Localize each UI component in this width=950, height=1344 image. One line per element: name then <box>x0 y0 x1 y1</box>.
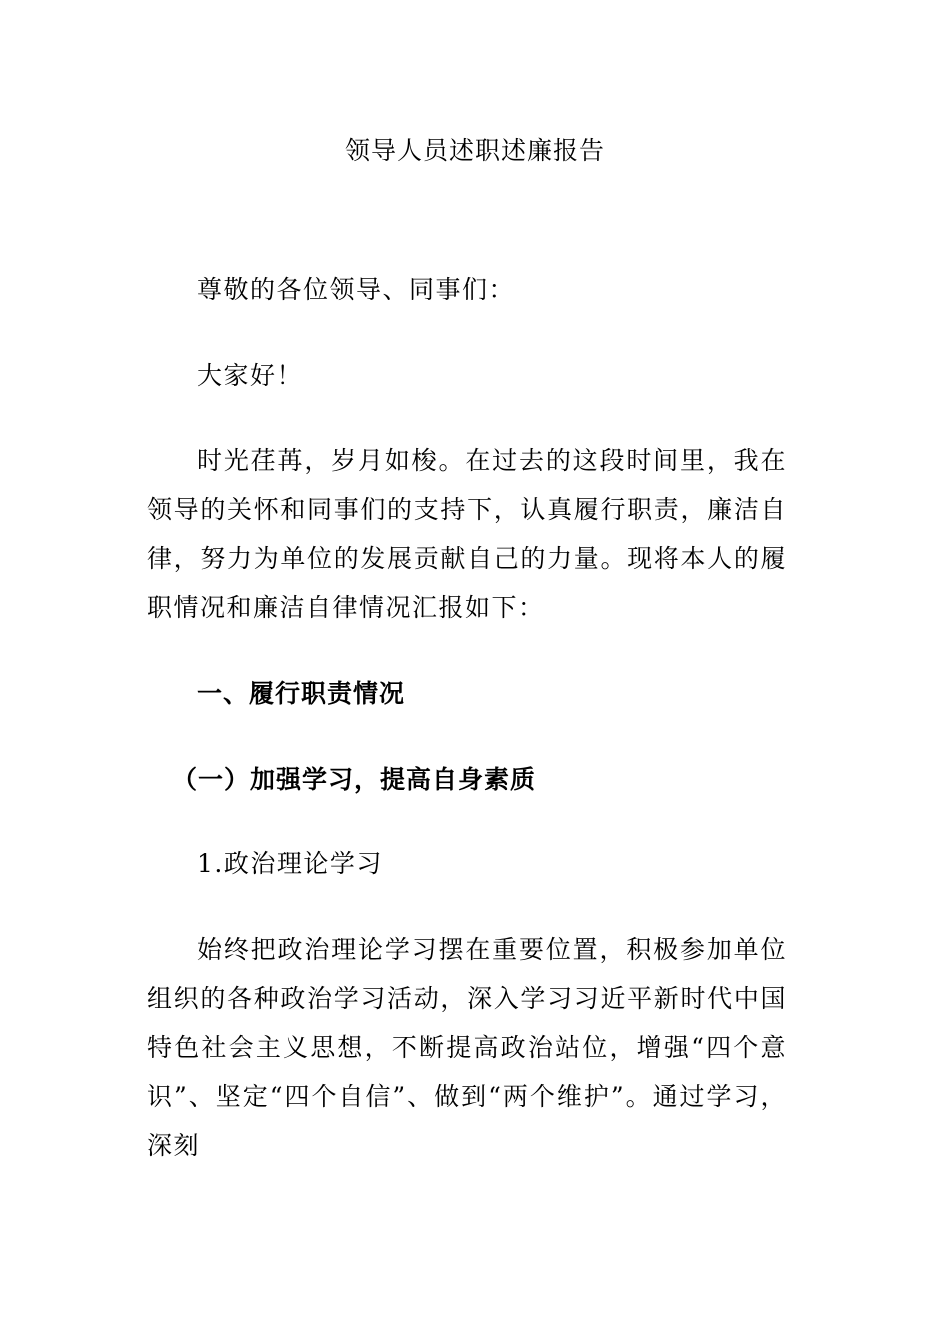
document-title: 领导人员述职述廉报告 <box>344 136 605 165</box>
greeting: 大家好！ <box>197 361 304 390</box>
item-body-paragraph: 始终把政治理论学习摆在重要位置，积极参加单位组织的各种政治学习活动，深入学习习近平新时代中国特色社会主义思想，不断提高政治站位，增强“四个意识”、坚定“四个自信”、做到“两个维护”。通过学习，深刻 <box>147 935 787 1160</box>
subsection-heading: （一）加强学习，提高自身素质 <box>172 765 537 794</box>
intro-paragraph: 时光荏苒，岁月如梭。在过去的这段时间里，我在领导的关怀和同事们的支持下，认真履行职责，廉洁自律，努力为单位的发展贡献自己的力量。现将本人的履职情况和廉洁自律情况汇报如下： <box>147 446 787 622</box>
item-heading: 1.政治理论学习 <box>197 849 383 878</box>
section-heading: 一、履行职责情况 <box>197 679 406 708</box>
salutation: 尊敬的各位领导、同事们： <box>197 275 516 304</box>
